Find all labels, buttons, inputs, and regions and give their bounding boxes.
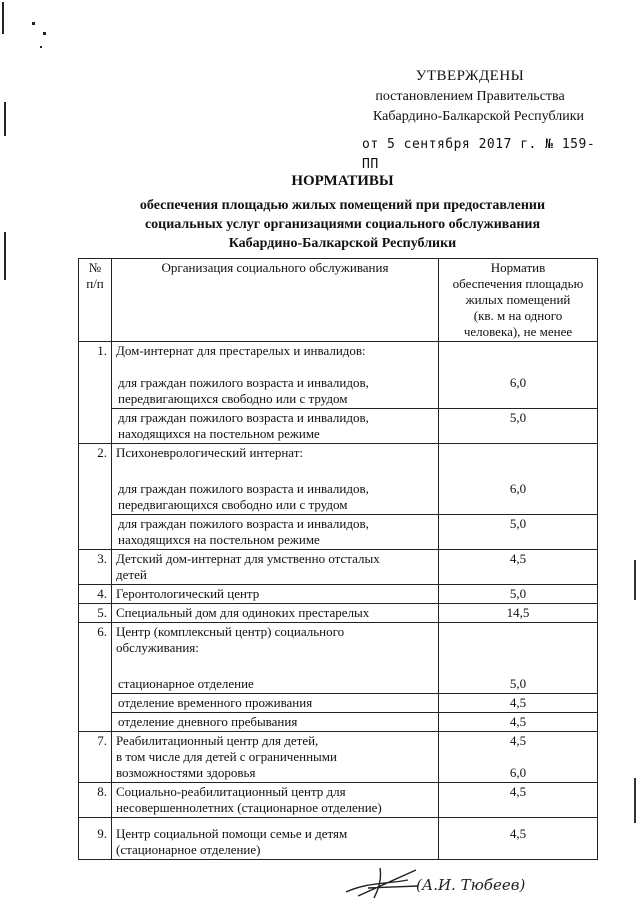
scan-edge xyxy=(634,778,636,823)
heading-line-2: социальных услуг организациями социального обслуживания xyxy=(144,217,541,232)
table-row xyxy=(79,515,598,550)
row-norm: 5,0 xyxy=(439,585,598,604)
signature-name: (А.И. Тюбеев) xyxy=(416,876,526,894)
signature-mark xyxy=(338,862,538,902)
row-line: детей xyxy=(116,567,147,582)
row-org xyxy=(112,342,439,409)
row-org xyxy=(112,515,439,550)
table-row xyxy=(79,585,598,604)
row-norm: 4,5 xyxy=(439,713,598,732)
approval-date: от 5 сентября 2017 г. № 159-ПП xyxy=(362,137,596,172)
row-org: Геронтологический центр xyxy=(112,585,439,604)
sub-line: для граждан пожилого возраста и инвалидов, xyxy=(118,516,369,531)
sub-line: передвигающихся свободно или с трудом xyxy=(118,497,348,512)
scan-dot xyxy=(32,22,35,25)
row-org xyxy=(112,409,439,444)
row-title: Дом-интернат для престарелых и инвалидов: xyxy=(116,343,366,358)
sub-line: стационарное отделение xyxy=(118,676,254,691)
row-line: возможностями здоровья xyxy=(116,765,256,780)
norm-value: 6,0 xyxy=(509,481,527,496)
table-row xyxy=(79,713,598,732)
scan-mark xyxy=(2,2,4,34)
table-header-row xyxy=(79,259,598,342)
header-num-line-1: № xyxy=(88,260,102,275)
row-num: 7. xyxy=(79,732,112,783)
header-norm-line: Норматив xyxy=(490,260,546,275)
row-num: 3. xyxy=(79,550,112,585)
table-row xyxy=(79,818,598,860)
table-row xyxy=(79,342,598,409)
heading-line-3: Кабардино-Балкарской Республики xyxy=(228,236,457,251)
row-num: 1. xyxy=(79,342,112,444)
row-line: Реабилитационный центр для детей, xyxy=(116,733,319,748)
row-num: 6. xyxy=(79,623,112,732)
row-org xyxy=(112,550,439,585)
norm-value: 6,0 xyxy=(509,765,527,780)
row-norm: 5,0 xyxy=(439,409,598,444)
header-norm-line: жилых помещений xyxy=(465,292,571,307)
row-line: (стационарное отделение) xyxy=(116,842,261,857)
header-num-line-2: п/п xyxy=(86,276,104,291)
row-org xyxy=(112,623,439,694)
sub-line: для граждан пожилого возраста и инвалидов, xyxy=(118,481,369,496)
table-row xyxy=(79,783,598,818)
row-org: отделение временного проживания xyxy=(112,694,439,713)
heading-line-1: обеспечения площадью жилых помещений при предоставлении xyxy=(139,198,546,213)
approval-title: УТВЕРЖДЕНЫ xyxy=(415,68,525,84)
row-norm: 5,0 xyxy=(439,515,598,550)
scan-dot xyxy=(43,32,46,35)
header-norm-line: обеспечения площадью xyxy=(452,276,584,291)
row-num: 5. xyxy=(79,604,112,623)
row-norm: 4,5 xyxy=(439,818,598,860)
sub-line: для граждан пожилого возраста и инвалидов, xyxy=(118,410,369,425)
row-org xyxy=(112,783,439,818)
table-row xyxy=(79,444,598,515)
row-num: 9. xyxy=(79,818,112,860)
row-org xyxy=(112,732,439,783)
table-row xyxy=(79,550,598,585)
row-norm: 5,0 xyxy=(439,623,598,694)
row-num: 4. xyxy=(79,585,112,604)
row-num: 2. xyxy=(79,444,112,550)
sub-line: для граждан пожилого возраста и инвалидов, xyxy=(118,375,369,390)
sub-line: находящихся на постельном режиме xyxy=(118,426,320,441)
table-row xyxy=(79,694,598,713)
sub-line: передвигающихся свободно или с трудом xyxy=(118,391,348,406)
row-org xyxy=(112,818,439,860)
approval-block xyxy=(330,66,610,175)
row-org xyxy=(112,444,439,515)
header-norm xyxy=(439,259,598,342)
approval-line-1: постановлением Правительства xyxy=(375,89,565,104)
row-norm xyxy=(439,342,598,409)
table-row xyxy=(79,604,598,623)
norms-table xyxy=(78,258,598,860)
table-row xyxy=(79,409,598,444)
scan-dot xyxy=(40,46,42,48)
row-title: Психоневрологический интернат: xyxy=(116,445,304,460)
row-norm: 4,5 xyxy=(439,783,598,818)
row-org: отделение дневного пребывания xyxy=(112,713,439,732)
norm-value: 6,0 xyxy=(509,375,527,390)
norm-value: 4,5 xyxy=(509,733,527,748)
row-title: Центр (комплексный центр) социального xyxy=(116,624,345,639)
row-norm: 14,5 xyxy=(439,604,598,623)
table-row xyxy=(79,623,598,694)
row-norm xyxy=(439,732,598,783)
header-norm-line: человека), не менее xyxy=(463,324,573,339)
header-norm-line: (кв. м на одного xyxy=(473,308,563,323)
table-row xyxy=(79,732,598,783)
document-title: НОРМАТИВЫ xyxy=(291,173,394,189)
row-norm xyxy=(439,444,598,515)
document-heading xyxy=(60,172,625,253)
row-norm: 4,5 xyxy=(439,550,598,585)
row-line: несовершеннолетних (стационарное отделение) xyxy=(116,800,382,815)
row-line: Детский дом-интернат для умственно отсталых xyxy=(116,551,380,566)
row-norm: 4,5 xyxy=(439,694,598,713)
scan-mark xyxy=(4,102,6,136)
scan-mark xyxy=(4,232,6,280)
row-org: Специальный дом для одиноких престарелых xyxy=(112,604,439,623)
row-line: в том числе для детей с ограниченными xyxy=(116,749,337,764)
header-num xyxy=(79,259,112,342)
row-line: Социально-реабилитационный центр для xyxy=(116,784,346,799)
approval-line-2: Кабардино-Балкарской Республики xyxy=(373,109,584,124)
sub-line: находящихся на постельном режиме xyxy=(118,532,320,547)
scan-edge xyxy=(634,560,636,600)
row-num: 8. xyxy=(79,783,112,818)
row-title: обслуживания: xyxy=(116,640,199,655)
row-line: Центр социальной помощи семье и детям xyxy=(116,826,348,841)
header-org: Организация социального обслуживания xyxy=(112,259,439,342)
